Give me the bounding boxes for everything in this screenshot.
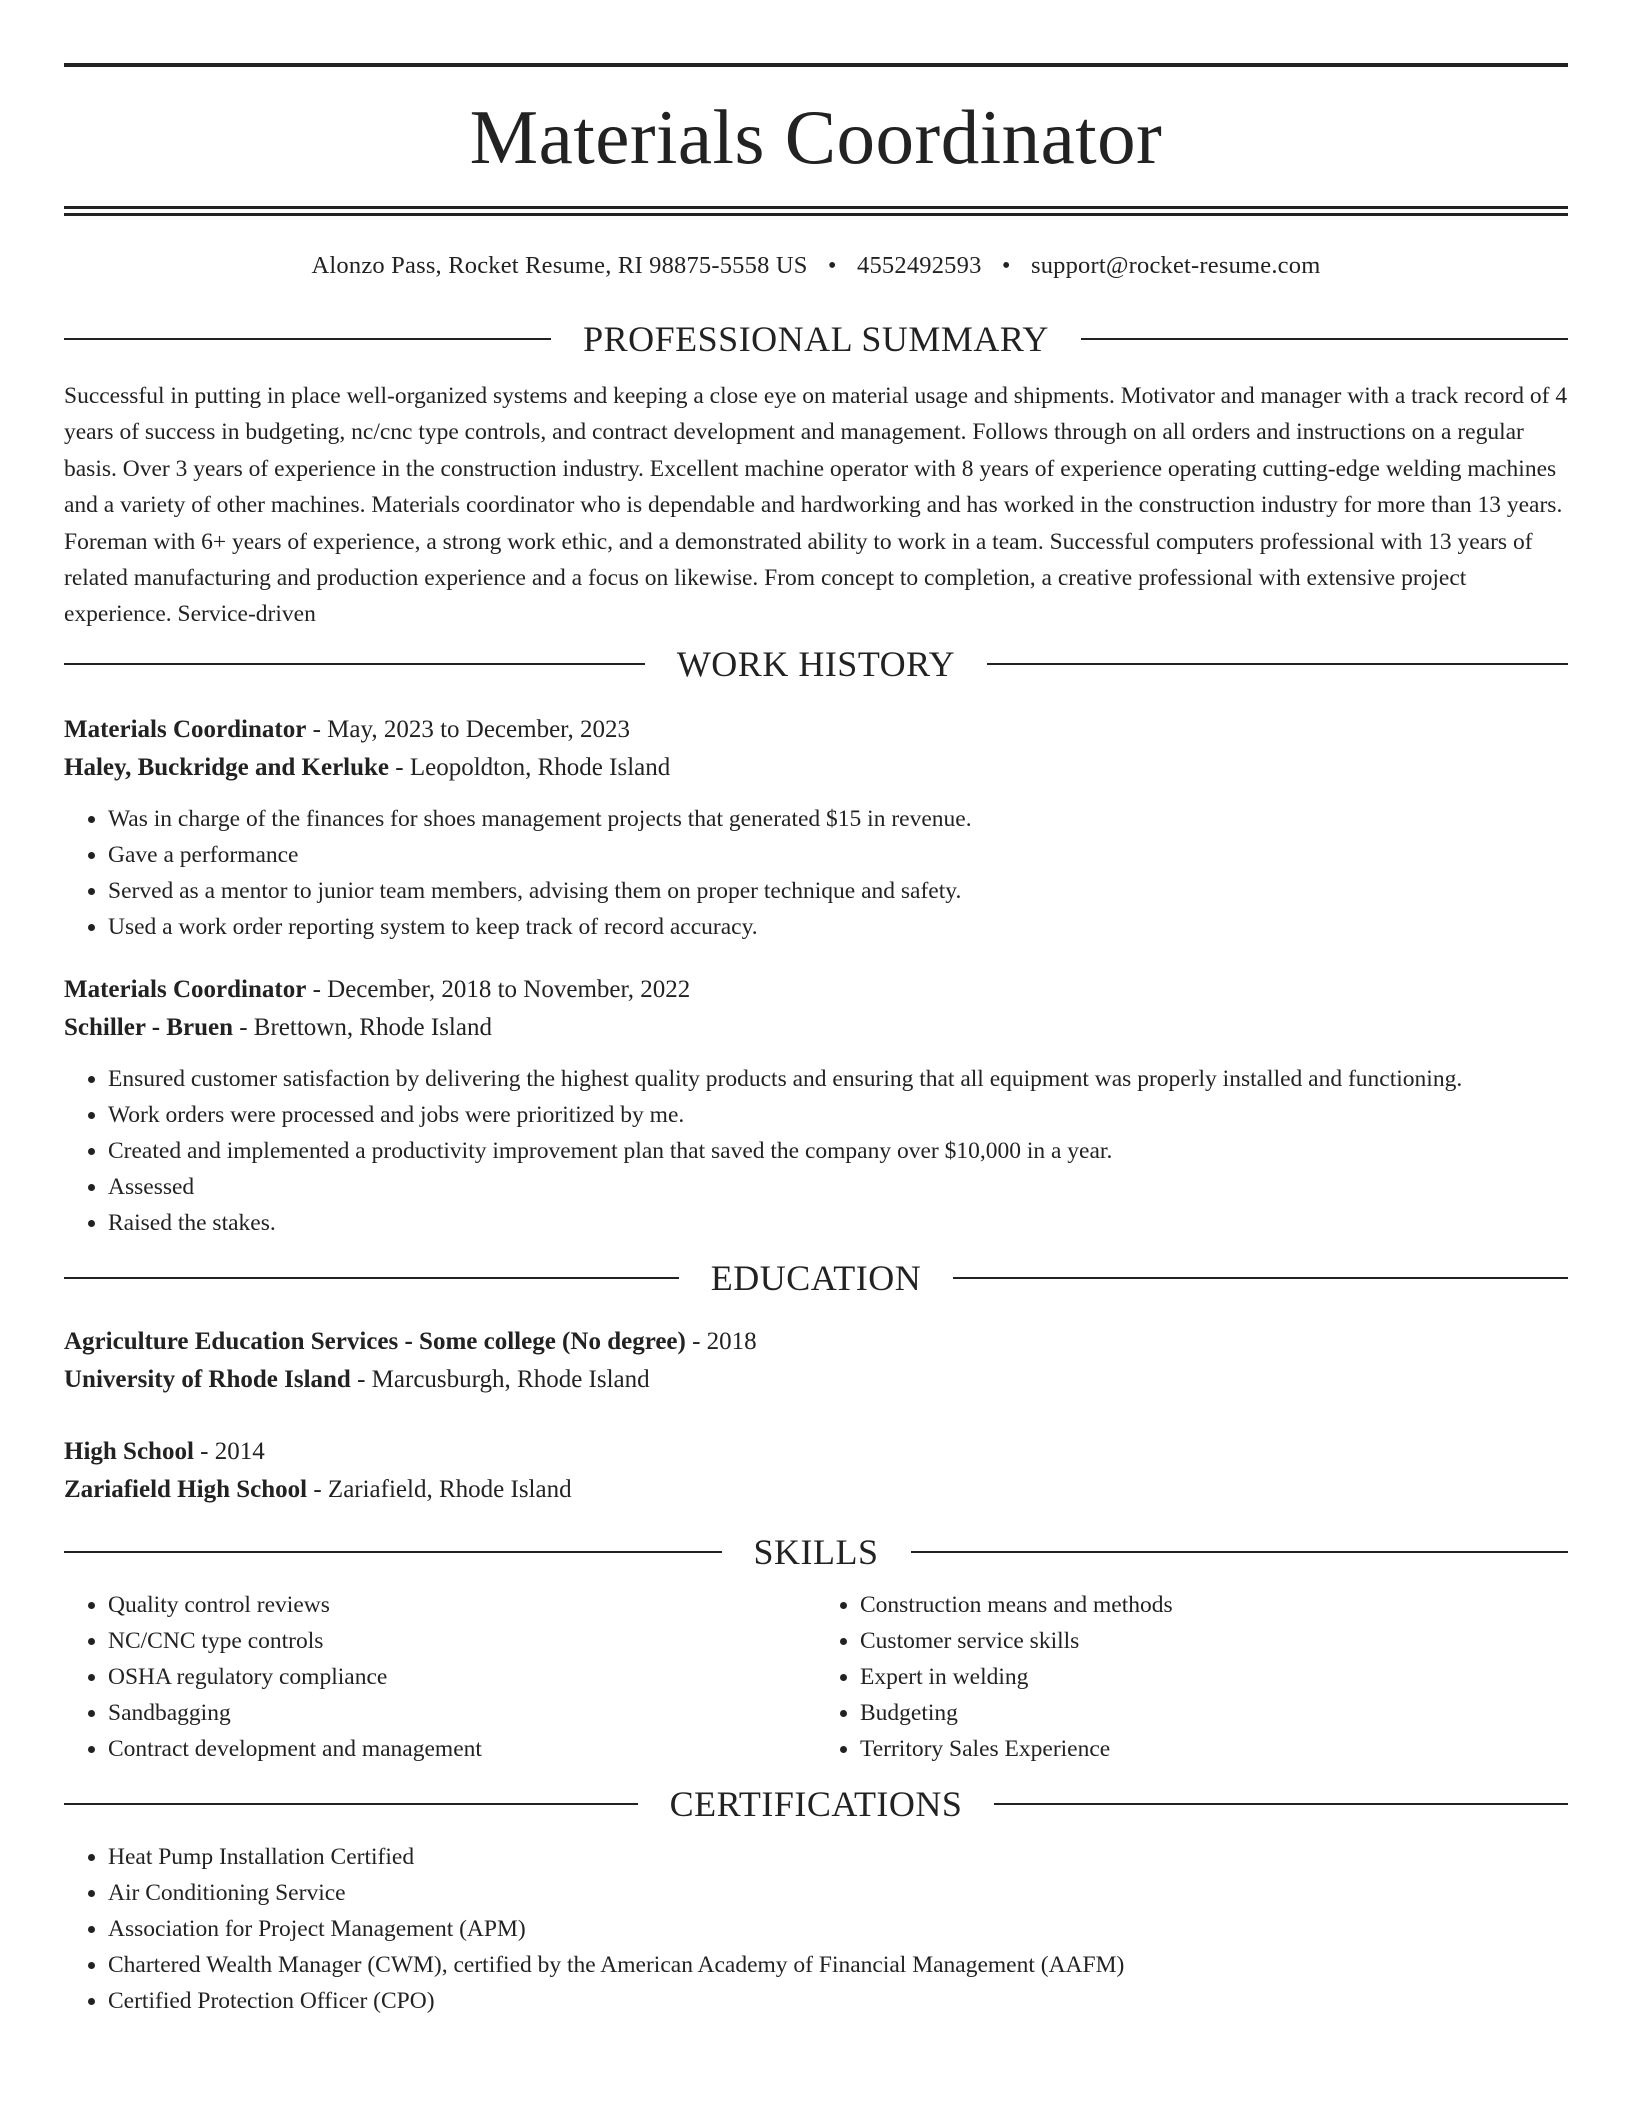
job-title: Materials Coordinator (64, 715, 307, 743)
job-entry (64, 971, 1568, 1241)
contact-separator: • (1001, 252, 1011, 279)
summary-paragraph: Successful in putting in place well-organized systems and keeping a close eye on material usage and shipments. Motivator and manager with a track record of 4 years of success in budgeting, nc/cnc type controls, and contract development and management. Follows through on all orders and instructions on a regular basis. Over 3 years of experience in the construction industry. Excellent machine operator with 8 years of experience operating cutting-edge welding machines and a variety of other machines. Materials coordinator who is dependable and hardworking and has worked in the construction industry for more than 13 years. Foreman with 6+ years of experience, a strong work ethic, and a demonstrated ability to work in a team. Successful computers professional with 13 years of related manufacturing and production experience and a focus on likewise. From concept to completion, a creative professional with extensive project experience. Service-driven (64, 383, 1568, 628)
job-bullet: • Created and implemented a productivity improvement plan that saved the company over $10,000 in a year. (108, 1133, 1568, 1169)
job-title: Materials Coordinator (64, 975, 307, 1003)
education-school-line (64, 1471, 1568, 1509)
job-company: Schiller - Bruen (64, 1013, 233, 1041)
work-heading-text: WORK HISTORY (676, 643, 956, 684)
job-title-line (64, 971, 1568, 1009)
job-bullet: • Served as a mentor to junior team members, advising them on proper technique and safety. (108, 873, 1568, 909)
work-section-heading (64, 643, 1568, 685)
job-bullets (64, 801, 1568, 945)
job-company: Haley, Buckridge and Kerluke (64, 753, 390, 781)
skill-item: • OSHA regulatory compliance (108, 1659, 816, 1695)
job-dates: - May, 2023 to December, 2023 (306, 715, 630, 743)
education-degree-line (64, 1323, 1568, 1361)
contact-line (64, 252, 1568, 280)
skills-columns (64, 1587, 1568, 1767)
contact-address: Alonzo Pass, Rocket Resume, RI 98875-5558 US (311, 252, 808, 279)
job-entry (64, 711, 1568, 945)
skill-item: • Territory Sales Experience (860, 1731, 1568, 1767)
skill-item: • NC/CNC type controls (108, 1623, 816, 1659)
skill-item: • Budgeting (860, 1695, 1568, 1731)
certifications-heading-text: CERTIFICATIONS (669, 1783, 963, 1824)
education-school-line (64, 1361, 1568, 1399)
job-bullet: • Raised the stakes. (108, 1205, 1568, 1241)
certification-item: • Association for Project Management (APM) (108, 1911, 1568, 1947)
top-rule (64, 63, 1568, 67)
title-double-rule (64, 206, 1568, 216)
job-company-line (64, 1009, 1568, 1047)
summary-section-heading (64, 318, 1568, 360)
education-entry (64, 1433, 1568, 1509)
job-location: - Brettown, Rhode Island (232, 1013, 492, 1041)
education-section-heading (64, 1257, 1568, 1299)
skills-section-heading (64, 1531, 1568, 1573)
skill-item: • Customer service skills (860, 1623, 1568, 1659)
job-bullet: • Ensured customer satisfaction by delivering the highest quality products and ensuring that all equipment was properly installed and functioning. (108, 1061, 1568, 1097)
skill-item: • Expert in welding (860, 1659, 1568, 1695)
education-location: - Marcusburgh, Rhode Island (350, 1365, 650, 1393)
certification-item: • Chartered Wealth Manager (CWM), certified by the American Academy of Financial Management (AAFM) (108, 1947, 1568, 1983)
job-dates: - December, 2018 to November, 2022 (306, 975, 691, 1003)
resume-page (64, 0, 1568, 2019)
skill-item: • Sandbagging (108, 1695, 816, 1731)
certification-item: • Heat Pump Installation Certified (108, 1839, 1568, 1875)
job-bullet: • Gave a performance (108, 837, 1568, 873)
education-entry (64, 1323, 1568, 1399)
job-bullet: • Work orders were processed and jobs were prioritized by me. (108, 1097, 1568, 1133)
skill-item: • Quality control reviews (108, 1587, 816, 1623)
contact-separator: • (827, 252, 837, 279)
education-year: - 2018 (685, 1327, 757, 1355)
contact-email: support@rocket-resume.com (1030, 252, 1321, 279)
education-location: - Zariafield, Rhode Island (307, 1475, 572, 1503)
certifications-section-heading (64, 1783, 1568, 1825)
job-title-line (64, 711, 1568, 749)
education-degree: Agriculture Education Services - Some college (No degree) (64, 1327, 686, 1355)
education-degree-line (64, 1433, 1568, 1471)
education-school: Zariafield High School (64, 1475, 308, 1503)
job-bullet: • Used a work order reporting system to keep track of record accuracy. (108, 909, 1568, 945)
skills-heading-text: SKILLS (753, 1531, 879, 1572)
certification-item: • Air Conditioning Service (108, 1875, 1568, 1911)
job-company-line (64, 749, 1568, 787)
education-school: University of Rhode Island (64, 1365, 351, 1393)
skill-item: • Contract development and management (108, 1731, 816, 1767)
certifications-list (64, 1839, 1568, 2019)
job-bullet: • Was in charge of the finances for shoes management projects that generated $15 in revenue. (108, 801, 1568, 837)
contact-phone: 4552492593 (857, 252, 982, 279)
education-heading-text: EDUCATION (710, 1257, 922, 1298)
job-location: - Leopoldton, Rhode Island (389, 753, 671, 781)
job-bullet: • Assessed (108, 1169, 1568, 1205)
certification-item: • Certified Protection Officer (CPO) (108, 1983, 1568, 2019)
skills-left-column (64, 1587, 816, 1767)
skills-right-column (816, 1587, 1568, 1767)
summary-heading-text: PROFESSIONAL SUMMARY (583, 319, 1049, 359)
education-year: - 2014 (193, 1437, 265, 1465)
job-bullets (64, 1061, 1568, 1241)
resume-title: Materials Coordinator (469, 94, 1163, 180)
skill-item: • Construction means and methods (860, 1587, 1568, 1623)
education-degree: High School (64, 1437, 194, 1465)
